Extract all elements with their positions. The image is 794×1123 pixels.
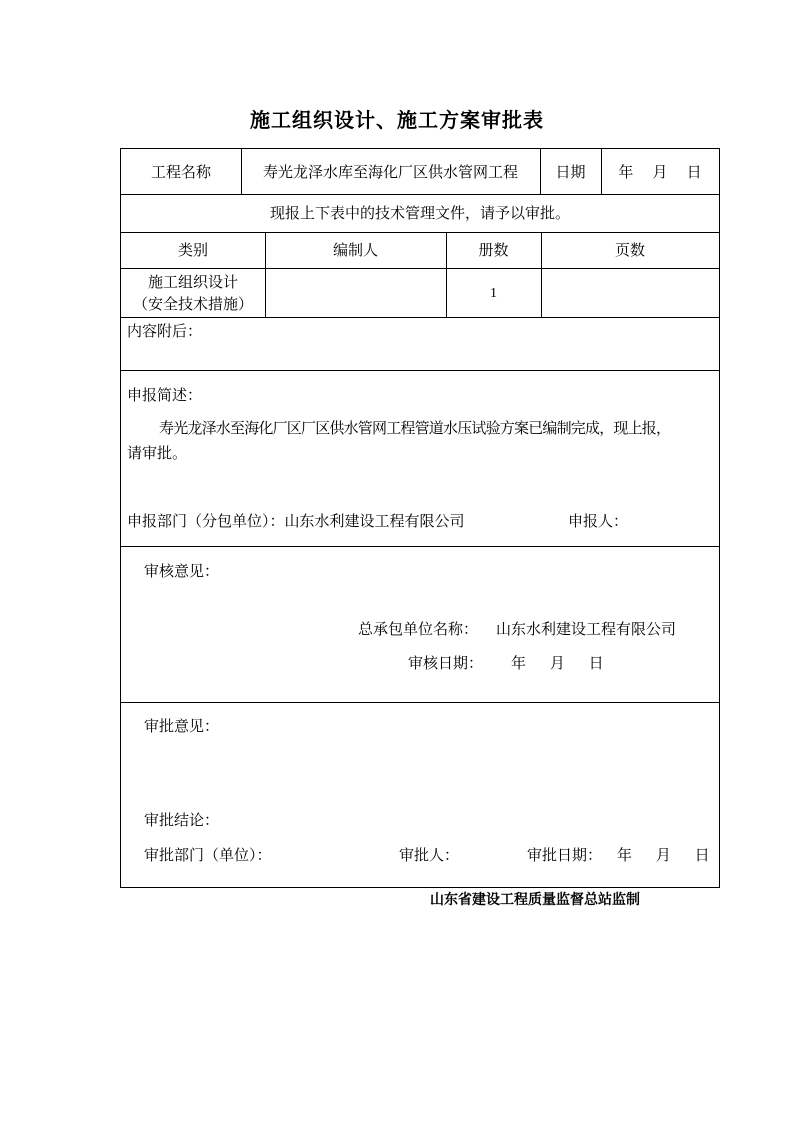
project-name-label: 工程名称 — [150, 163, 211, 181]
report-department: 申报部门（分包单位）：山东水利建设工程有限公司 — [127, 512, 465, 530]
issuer-footer: 山东省建设工程质量监督总站监制 — [430, 892, 640, 908]
review-opinion-label: 审核意见： — [144, 562, 220, 580]
header-author: 编制人 — [332, 241, 378, 259]
form-title: 施工组织设计、施工方案审批表 — [250, 108, 544, 132]
reporter-label: 申报人： — [568, 512, 629, 530]
row-divider — [121, 268, 719, 269]
row-divider — [121, 370, 719, 371]
report-summary-label: 申报简述： — [127, 386, 203, 404]
approver-label: 审批人： — [399, 846, 460, 864]
category-line-1: 施工组织设计 — [147, 273, 238, 291]
report-summary-text-2: 请审批。 — [127, 444, 188, 462]
row-divider — [121, 232, 719, 233]
header-pages: 页数 — [614, 241, 645, 259]
submission-notice: 现报上下表中的技术管理文件，请予以审批。 — [269, 204, 570, 222]
project-name-value: 寿光龙泽水库至海化厂区供水管网工程 — [262, 163, 518, 181]
review-date-value: 年 月 日 — [511, 654, 604, 672]
review-date-label: 审核日期： — [408, 654, 484, 672]
category-line-2: （安全技术措施） — [132, 295, 253, 313]
approval-date-label: 审批日期： — [527, 846, 603, 864]
approval-conclusion-label: 审批结论： — [144, 811, 220, 829]
approval-date-value: 年 月 日 — [617, 846, 710, 864]
approval-opinion-label: 审批意见： — [144, 717, 220, 735]
row-divider — [121, 317, 719, 318]
contractor-name: 山东水利建设工程有限公司 — [496, 620, 677, 638]
row-divider — [121, 194, 719, 195]
approval-department-label: 审批部门（单位）： — [144, 846, 272, 864]
volumes-cell: 1 — [490, 286, 497, 301]
date-label: 日期 — [555, 163, 586, 181]
approval-form-table — [120, 148, 720, 888]
row-divider — [121, 702, 719, 703]
header-volumes: 册数 — [478, 241, 509, 259]
contractor-label: 总承包单位名称： — [358, 620, 479, 638]
row-divider — [121, 546, 719, 547]
date-value: 年 月 日 — [618, 163, 702, 181]
report-summary-text-1: 寿光龙泽水至海化厂区厂区供水管网工程管道水压试验方案已编制完成，现上报， — [159, 419, 671, 437]
header-category: 类别 — [177, 241, 208, 259]
attachments-label: 内容附后： — [127, 322, 203, 340]
